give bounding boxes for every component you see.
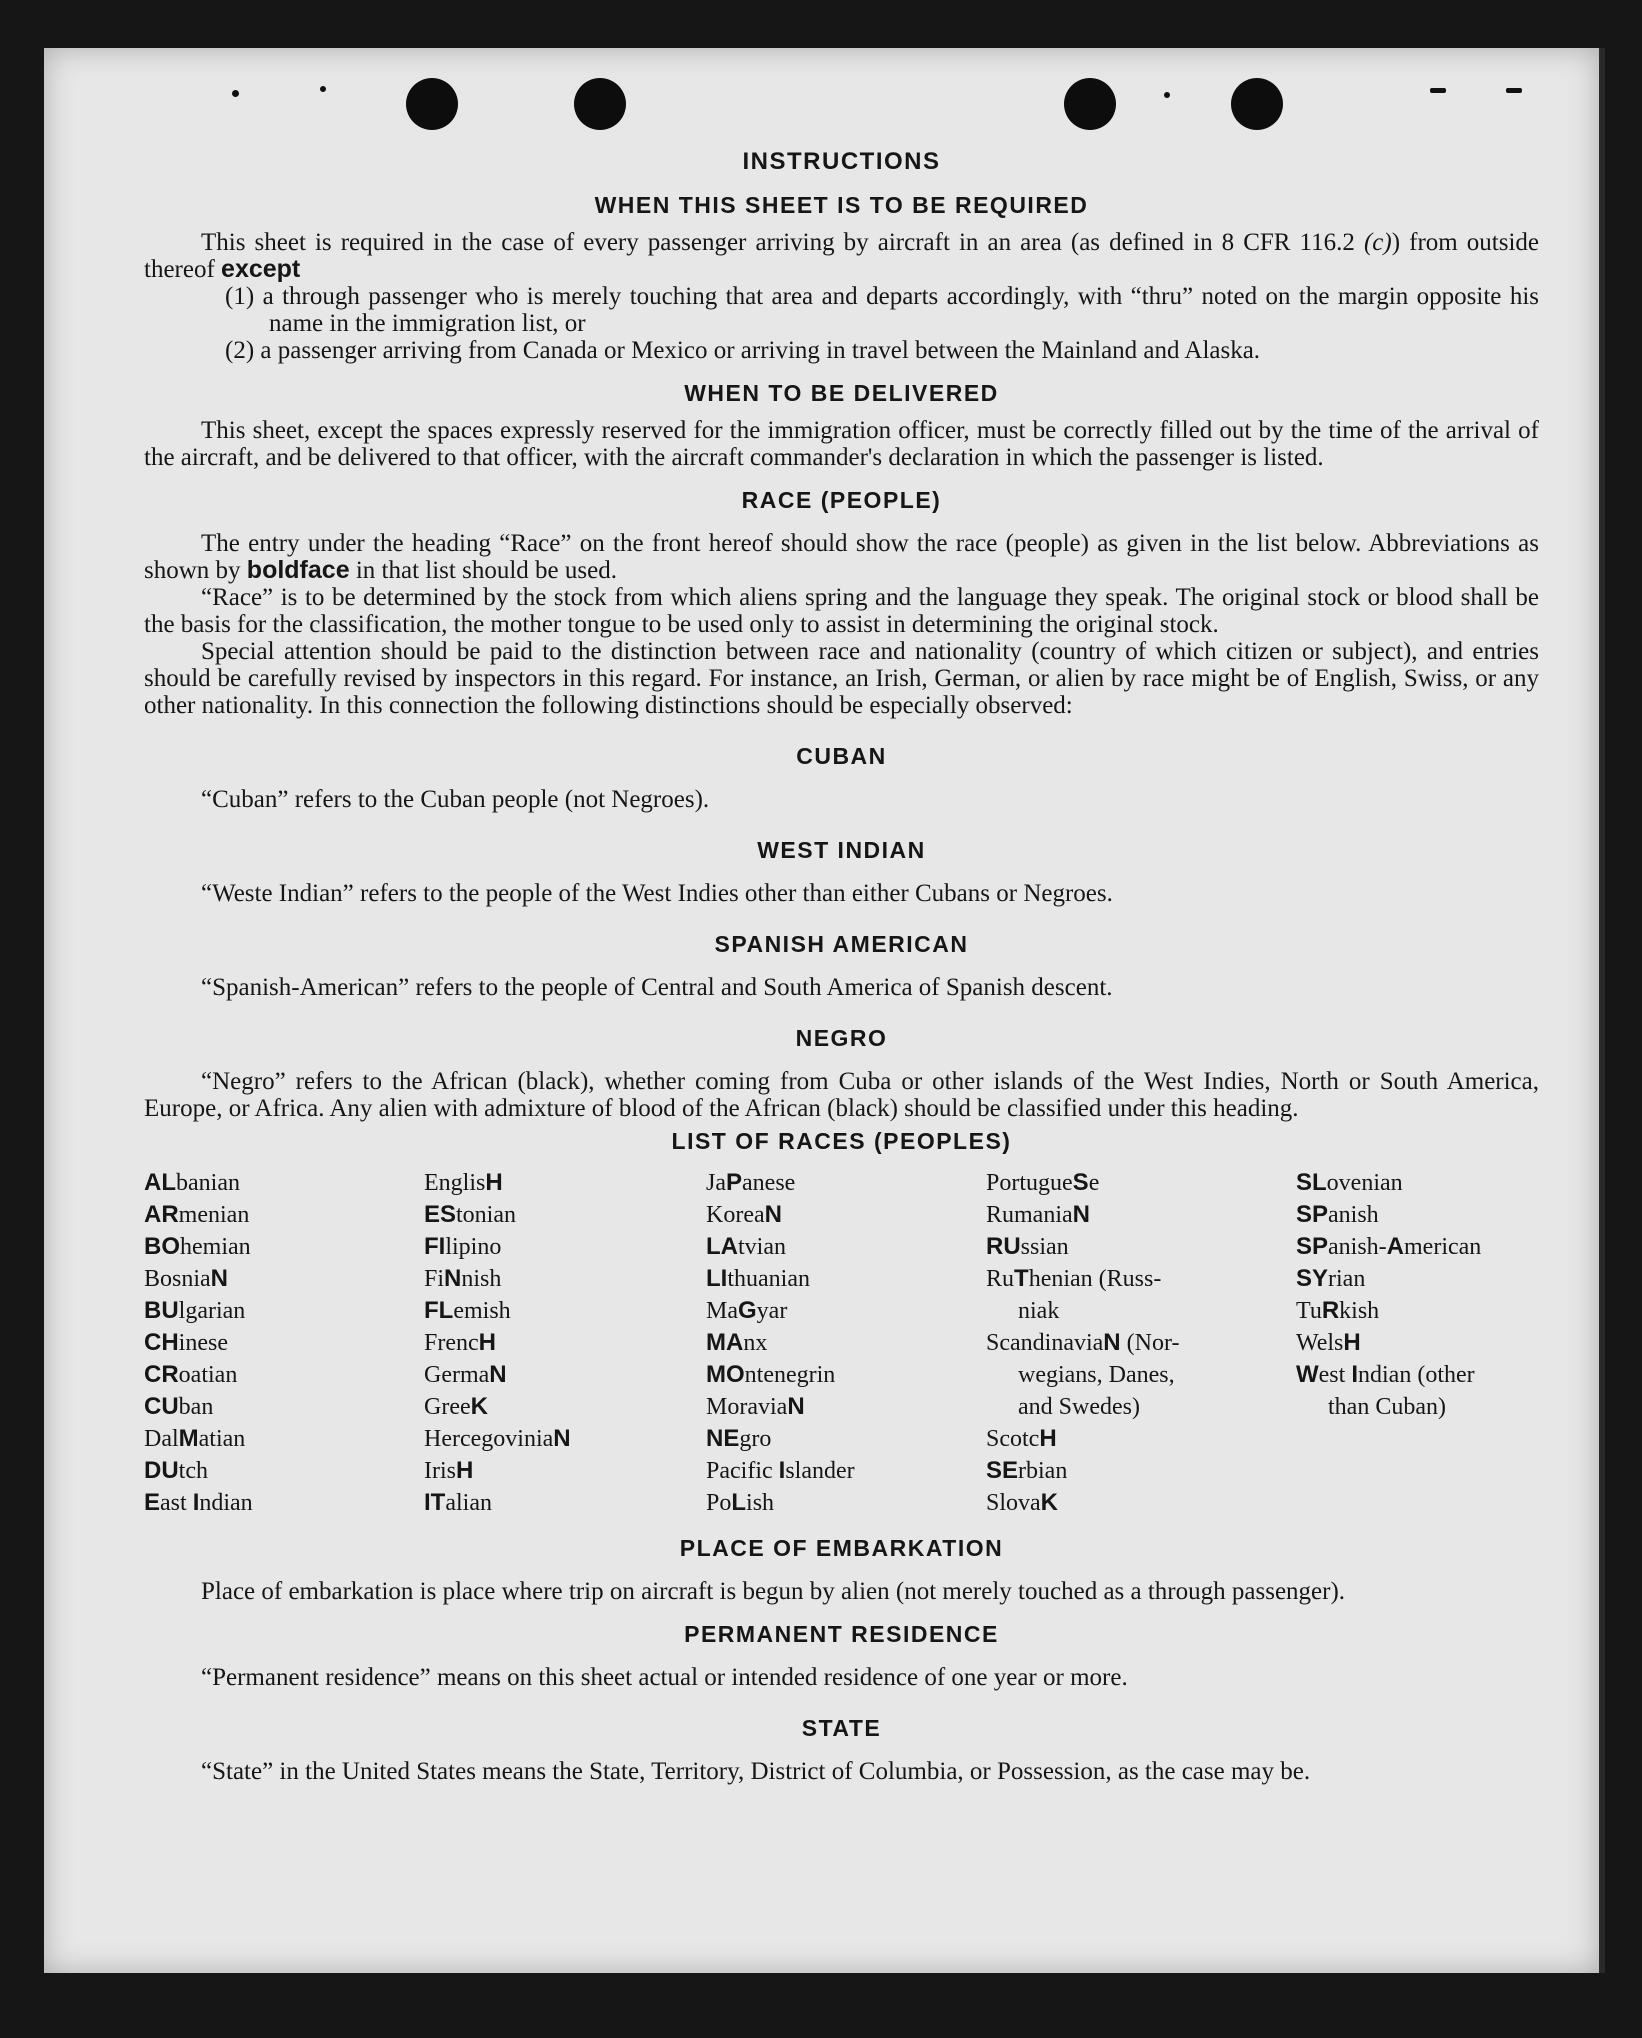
ink-speck	[1164, 92, 1170, 98]
race-entry: MOntenegrin	[706, 1361, 836, 1388]
race-entry: SPanish	[1296, 1201, 1379, 1228]
race-entry: RUssian	[986, 1233, 1069, 1260]
race-entry: West Indian (other	[1296, 1361, 1475, 1388]
race-entry: Pacific Islander	[706, 1457, 855, 1484]
heading-instructions: INSTRUCTIONS	[742, 148, 941, 175]
race-entry: than Cuban)	[1328, 1394, 1446, 1420]
paragraph-race-stock: “Race” is to be determined by the stock from which aliens spring and the language they speak. The original stock or blood shall be the basis for the classification, the mother tongue to be used only to assist in determining the original stock.	[144, 584, 1539, 638]
paragraph-race-abbrev: The entry under the heading “Race” on the front hereof should show the race (people) as given in the list below. Abbreviations as shown by boldface in that list should be used.	[144, 530, 1539, 584]
race-entry: niak	[1018, 1298, 1060, 1324]
race-entry: TuRkish	[1296, 1297, 1380, 1324]
paragraph-race-nationality: Special attention should be paid to the distinction between race and nationality (country of which citizen or subject), and entries should be carefully revised by inspectors in this regard. For instance, an Irish, German, or alien by race might be of English, Swiss, or any other nationality. In this connection the following distinctions should be especially observed:	[144, 638, 1539, 719]
race-entry: GermaN	[424, 1361, 507, 1388]
punch-hole	[1231, 78, 1283, 130]
race-entry: DalMatian	[144, 1425, 246, 1452]
race-entry: NEgro	[706, 1425, 772, 1452]
race-entry: SlovaK	[986, 1489, 1059, 1516]
heading-permanent-residence: PERMANENT RESIDENCE	[684, 1621, 999, 1647]
heading-state: STATE	[801, 1715, 882, 1741]
race-entry: GreeK	[424, 1393, 488, 1420]
document-page	[44, 48, 1605, 1973]
race-entry: SYrian	[1296, 1265, 1366, 1292]
race-entry: FrencH	[424, 1329, 496, 1356]
race-entry: CHinese	[144, 1329, 228, 1356]
race-entry: ScotcH	[986, 1425, 1057, 1452]
list-item-canada-mexico: (2) a passenger arriving from Canada or Mexico or arriving in travel between the Mainland and Alaska.	[225, 337, 1261, 364]
race-entry: RumaniaN	[986, 1201, 1090, 1228]
heading-race: RACE (PEOPLE)	[741, 487, 942, 513]
punch-hole	[574, 78, 626, 130]
heading-place-of-embarkation: PLACE OF EMBARKATION	[679, 1535, 1004, 1561]
races-column	[424, 1167, 706, 1519]
race-entry: East Indian	[144, 1489, 253, 1516]
race-entry: SErbian	[986, 1457, 1068, 1484]
race-entry: LIthuanian	[706, 1265, 810, 1292]
heading-list-of-races: LIST OF RACES (PEOPLES)	[671, 1128, 1012, 1154]
heading-when-required: WHEN THIS SHEET IS TO BE REQUIRED	[594, 192, 1089, 218]
paragraph-negro: “Negro” refers to the African (black), whether coming from Cuba or other islands of the West Indies, North or South America, Europe, or Africa. Any alien with admixture of blood of the African (black) should be classified under this heading.	[144, 1068, 1539, 1122]
race-entry: HercegoviniaN	[424, 1425, 571, 1452]
races-column	[706, 1167, 986, 1519]
races-column	[144, 1167, 424, 1519]
race-entry: DUtch	[144, 1457, 208, 1484]
race-entry: EnglisH	[424, 1169, 503, 1196]
race-entry: KoreaN	[706, 1201, 782, 1228]
paragraph-spanish-american: “Spanish-American” refers to the people of Central and South America of Spanish descent.	[201, 974, 1113, 1001]
heading-when-delivered: WHEN TO BE DELIVERED	[684, 380, 999, 406]
punch-hole	[1064, 78, 1116, 130]
races-column	[1296, 1167, 1536, 1519]
race-entry: EStonian	[424, 1201, 517, 1228]
race-entry: MaGyar	[706, 1297, 788, 1324]
ink-speck	[1430, 88, 1446, 93]
race-entry: FiNnish	[424, 1265, 502, 1292]
races-column	[986, 1167, 1296, 1519]
heading-west-indian: WEST INDIAN	[757, 837, 926, 863]
paragraph-west-indian: “Weste Indian” refers to the people of the West Indies other than either Cubans or Negroes.	[201, 880, 1113, 907]
race-entry: WelsH	[1296, 1329, 1361, 1356]
punch-hole	[406, 78, 458, 130]
heading-spanish-american: SPANISH AMERICAN	[714, 931, 969, 957]
race-entry: BosniaN	[144, 1265, 229, 1292]
race-entry: IrisH	[424, 1457, 474, 1484]
race-entry: ALbanian	[144, 1169, 240, 1196]
paragraph-delivered: This sheet, except the spaces expressly reserved for the immigration officer, must be correctly filled out by the time of the arrival of the aircraft, and be delivered to that officer, with the aircraft commander's declaration in which the passenger is listed.	[144, 417, 1539, 471]
paragraph-cuban: “Cuban” refers to the Cuban people (not Negroes).	[201, 786, 710, 813]
race-entry: PortugueSe	[986, 1169, 1100, 1196]
heading-negro: NEGRO	[795, 1025, 888, 1051]
race-entry: wegians, Danes,	[1018, 1362, 1175, 1388]
paragraph-permanent-residence: “Permanent residence” means on this sheet actual or intended residence of one year or more.	[201, 1664, 1128, 1691]
paragraph-required: This sheet is required in the case of every passenger arriving by aircraft in an area (as defined in 8 CFR 116.2 (c)) from outside thereof except	[144, 229, 1540, 283]
ink-speck	[320, 86, 326, 92]
race-entry: RuThenian (Russ-	[986, 1265, 1162, 1292]
race-entry: and Swedes)	[1018, 1394, 1140, 1420]
race-entry: SLovenian	[1296, 1169, 1403, 1196]
race-entry: JaPanese	[706, 1169, 796, 1196]
race-entry: FIlipino	[424, 1233, 502, 1260]
ink-speck	[1506, 88, 1522, 93]
race-entry: ScandinaviaN (Nor-	[986, 1329, 1180, 1356]
race-entry: ITalian	[424, 1489, 492, 1516]
race-entry: ARmenian	[144, 1201, 250, 1228]
instructions-content	[144, 148, 1539, 1785]
race-entry: SPanish-American	[1296, 1233, 1482, 1260]
race-entry: PoLish	[706, 1489, 775, 1516]
race-entry: FLemish	[424, 1297, 511, 1324]
race-entry: MoraviaN	[706, 1393, 805, 1420]
race-entry: CRoatian	[144, 1361, 238, 1388]
ink-speck	[232, 90, 239, 97]
race-entry: BUlgarian	[144, 1297, 246, 1324]
paragraph-embarkation: Place of embarkation is place where trip on aircraft is begun by alien (not merely touched as a through passenger).	[201, 1578, 1346, 1605]
race-entry: BOhemian	[144, 1233, 251, 1260]
list-item-through-passenger: (1) a through passenger who is merely touching that area and departs accordingly, with “thru” noted on the margin opposite his name in the immigration list, or	[225, 283, 1539, 337]
races-list	[144, 1167, 1539, 1519]
race-entry: CUban	[144, 1393, 214, 1420]
race-entry: LAtvian	[706, 1233, 786, 1260]
race-entry: MAnx	[706, 1329, 768, 1356]
heading-cuban: CUBAN	[796, 743, 887, 769]
paragraph-state: “State” in the United States means the State, Territory, District of Columbia, or Possession, as the case may be.	[201, 1758, 1311, 1785]
